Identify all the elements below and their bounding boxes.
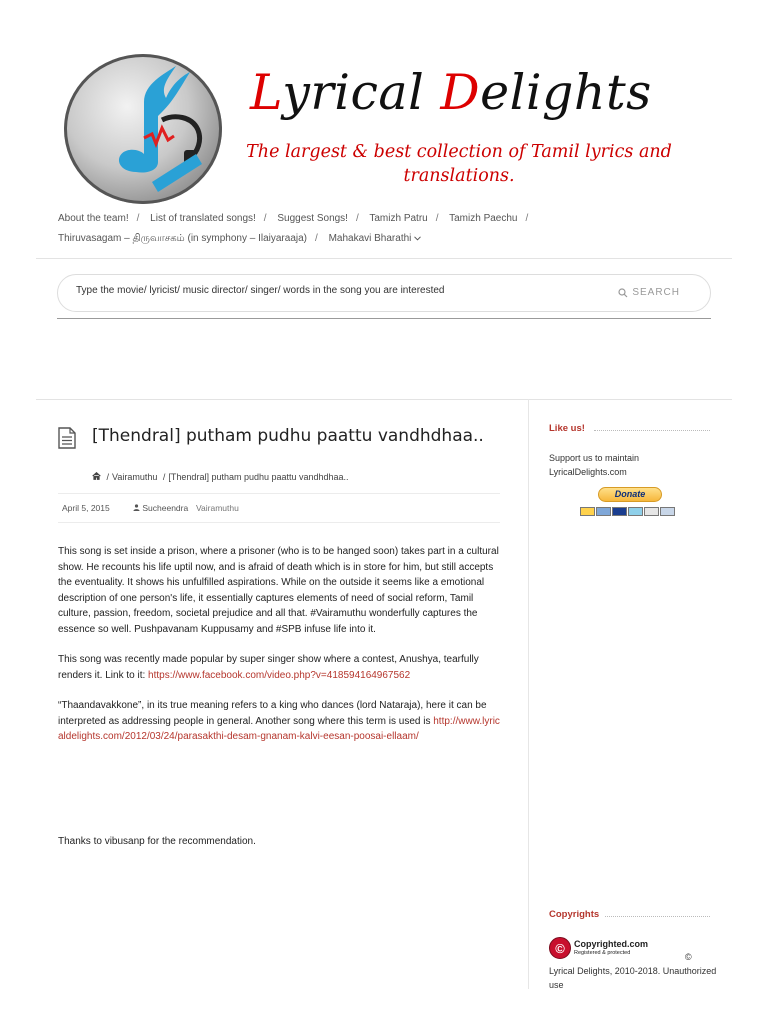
nav-separator: /: [315, 233, 318, 244]
nav-separator: /: [263, 213, 267, 224]
post-title: [Thendral] putham pudhu paattu vandhdhaa..: [92, 426, 484, 446]
search-button-label: SEARCH: [632, 287, 680, 298]
logo-music-note-icon: [64, 54, 222, 204]
amex-icon: [628, 507, 643, 516]
nav-separator: /: [355, 213, 359, 224]
main-nav: [58, 209, 738, 249]
post-thanks: Thanks to vibusanp for the recommendation.: [58, 836, 256, 847]
post-category[interactable]: Vairamuthu: [196, 503, 239, 513]
post-date[interactable]: April 5, 2015: [62, 503, 110, 513]
title-initial-l: L: [250, 64, 283, 121]
related-song-link[interactable]: http://www.lyricaldelights.com/2012/03/24/parasakthi-desam-gnanam-kalvi-eesan-poosai-ellaam/: [58, 715, 500, 742]
post-paragraph: This song is set inside a prison, where a prisoner (who is to be hanged soon) takes part in a cultural show. He recounts his life uptil now, and is afraid of death which is in store for him, but still accepts the eventuality. It shows his unfulfilled aspirations. While on the outside it seems like a emotional description of one person's life, it essentially captures elements of need of social reform, Tamil culture, passion, freedom, societal prejudice and all that. #Vairamuthu wonderfully captures the essence so well. Pushpavanam Kuppusamy and #SPB infuse life into it.: [58, 546, 499, 635]
post-paragraph-text: This song was recently made popular by super singer show where a contest, Anushya, tearfully renders it. Link to it:: [58, 654, 479, 681]
search-button[interactable]: [618, 287, 680, 298]
nav-separator: /: [435, 213, 439, 224]
post-meta: [58, 493, 500, 523]
search-icon: [618, 288, 628, 298]
maestro-icon: [596, 507, 611, 516]
post-author[interactable]: [133, 503, 188, 513]
breadcrumb: [92, 472, 349, 482]
nav-thiruvasagam[interactable]: Thiruvasagam – திருவாசகம் (in symphony – Ilaiyaraaja): [58, 233, 307, 244]
mastercard-icon: [580, 507, 595, 516]
header-divider: [36, 258, 732, 259]
title-word-delights: elights: [480, 64, 652, 121]
search-input[interactable]: [74, 284, 598, 297]
discover-icon: [644, 507, 659, 516]
nav-translated-songs[interactable]: List of translated songs!: [150, 213, 256, 224]
post-paragraph: [58, 698, 500, 745]
facebook-video-link[interactable]: https://www.facebook.com/video.php?v=418594164967562: [148, 669, 411, 681]
donate-button[interactable]: Donate: [598, 487, 662, 502]
widget-title-like-us: Like us!: [549, 423, 585, 434]
breadcrumb-current: [Thendral] putham pudhu paattu vandhdhaa..: [168, 472, 349, 482]
search-underline: [57, 318, 711, 319]
nav-suggest-songs[interactable]: Suggest Songs!: [277, 213, 348, 224]
badge-subtitle: Registered & protected: [574, 949, 631, 956]
copyright-notice-text: © Lyrical Delights, 2010-2018. Unauthorized use: [549, 952, 717, 990]
site-tagline: The largest & best collection of Tamil lyrics and translations.: [246, 142, 672, 186]
breadcrumb-separator: /: [106, 472, 110, 482]
nav-mahakavi-bharathi[interactable]: [329, 233, 422, 244]
site-logo[interactable]: [64, 54, 222, 204]
bank-icon: [660, 507, 675, 516]
widget-title-rule: [594, 430, 710, 431]
nav-tamizh-patru[interactable]: Tamizh Patru: [369, 213, 428, 224]
search-bar: [57, 274, 711, 312]
content-divider: [36, 399, 732, 400]
payment-cards: [580, 507, 675, 516]
post-paragraph: [58, 652, 500, 683]
sidebar-divider: [528, 399, 529, 989]
chevron-down-icon: [414, 236, 421, 241]
post-paragraph-text: “Thaandavakkone”, in its true meaning refers to a king who dances (lord Nataraja), here it can be interpreted as addressing people in general. Another song where this term is used is: [58, 700, 487, 727]
user-icon: [133, 504, 140, 511]
copyright-icon: ©: [549, 937, 571, 959]
widget-title-copyrights: Copyrights: [549, 909, 600, 920]
title-initial-d: D: [440, 64, 481, 121]
nav-separator: /: [525, 213, 529, 224]
post-content: [58, 544, 500, 760]
home-icon[interactable]: [92, 472, 101, 480]
site-title[interactable]: [250, 64, 652, 121]
visa-icon: [612, 507, 627, 516]
title-word-lyrical: yrical: [282, 64, 441, 121]
post-author-name: Sucheendra: [142, 503, 189, 513]
badge-title: Copyrighted.com: [574, 938, 649, 949]
nav-separator: /: [136, 213, 140, 224]
copyright-notice: [549, 950, 717, 992]
nav-tamizh-paechu[interactable]: Tamizh Paechu: [449, 213, 518, 224]
nav-mahakavi-label: Mahakavi Bharathi: [328, 233, 412, 244]
widget-title-rule: [605, 916, 710, 917]
nav-about-team[interactable]: About the team!: [58, 213, 129, 224]
breadcrumb-separator: /: [162, 472, 166, 482]
document-icon: [57, 427, 77, 449]
breadcrumb-category[interactable]: Vairamuthu: [112, 472, 158, 482]
like-us-text: Support us to maintain LyricalDelights.com: [549, 453, 640, 477]
